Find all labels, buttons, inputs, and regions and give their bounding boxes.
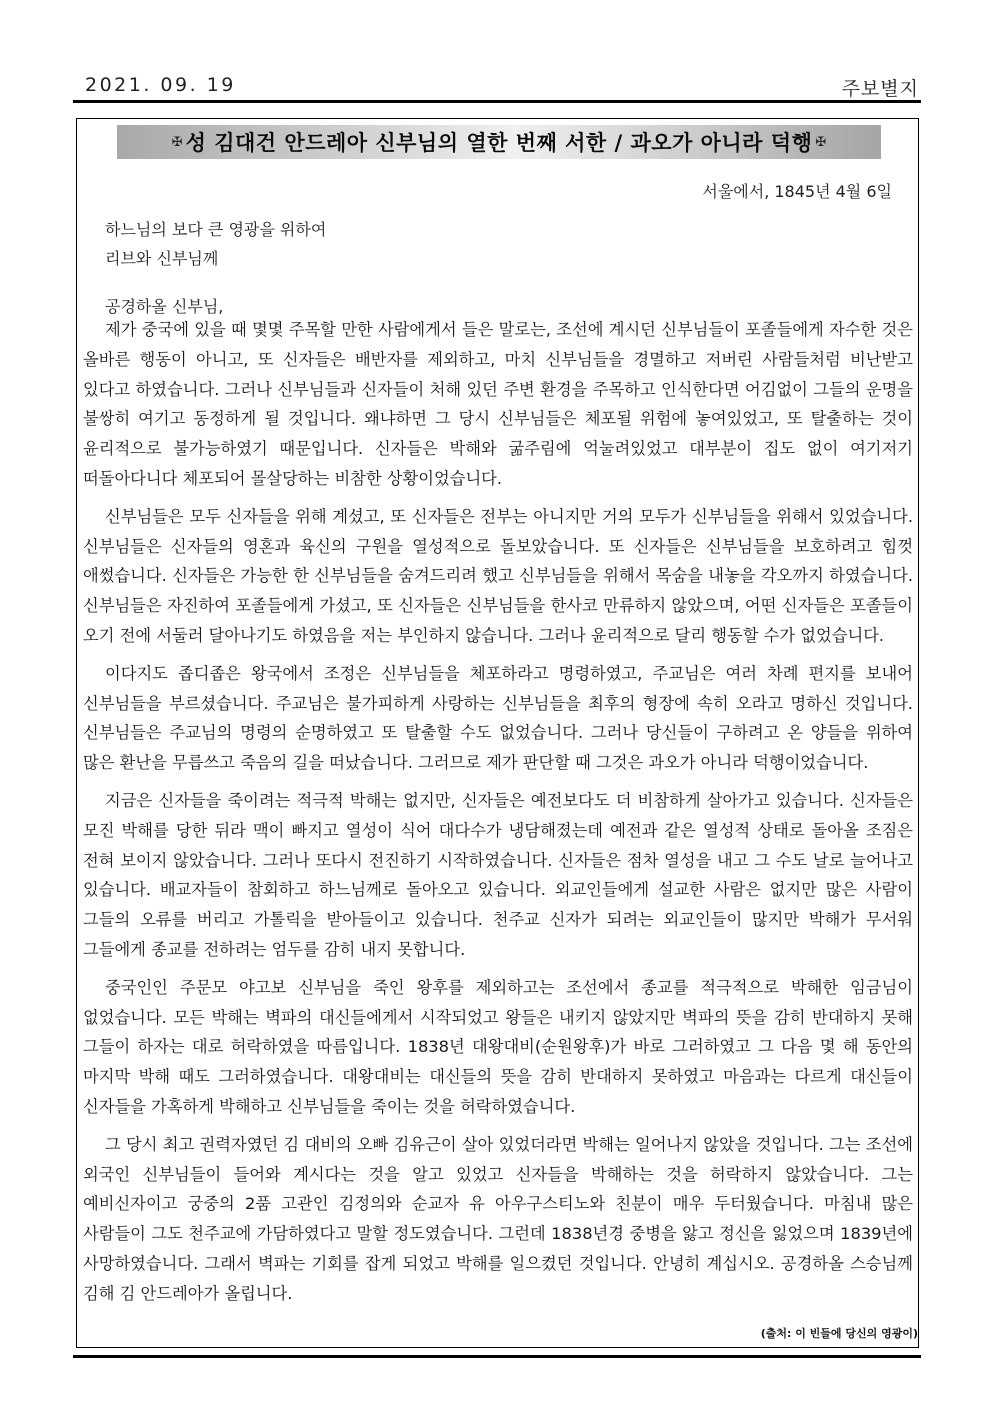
paragraph: 지금은 신자들을 죽이려는 적극적 박해는 없지만, 신자들은 예전보다도 더 비참하게 살아가고 있습니다. 신자들은 모진 박해를 당한 뒤라 맥이 빠지고 열성이 식어 대다수가 냉담해졌는데 예전과 같은 열성적 상태로 돌아올 조짐은 전혀 보이지 않았습니다. 그러나 또다시 전진하기 시작하였습니다. 신자들은 점차 열성을 내고 그 수도 날로 늘어나고 있습니다. 배교자들이 참회하고 하느님께로 돌아오고 있습니다. 외교인들에게 설교한 사람은 없지만 많은 사람이 그들의 오류를 버리고 가톨릭을 받아들이고 있습니다. 천주교 신자가 되려는 외교인들이 많지만 박해가 무서워 그들에게 종교를 전하려는 엄두를 감히 내지 못합니다. <box>83 790 913 959</box>
letter-recipient: 리브와 신부님께 <box>105 249 219 268</box>
paragraph: 그 당시 최고 권력자였던 김 대비의 오빠 김유근이 살아 있었더라면 박해는 일어나지 않았을 것입니다. 그는 조선에 외국인 신부님들이 들어와 계시다는 것을 알고 있었고 신자들을 박해하는 것을 허락하지 않았습니다. 그는 예비신자이고 궁중의 2품 고관인 김정의와 순교자 유 아우구스티노와 친분이 매우 두터웠습니다. 마침내 많은 사람들이 그도 천주교에 가담하였다고 말할 정도였습니다. 그런데 1838년경 중병을 앓고 정신을 잃었으며 1839년에 사망하였습니다. 그래서 벽파는 기회를 잡게 되었고 박해를 일으켰던 것입니다. 안녕히 계십시오. 공경하올 스승님께 김해 김 안드레아가 올립니다. <box>83 1134 913 1303</box>
cross-icon: ✠ <box>815 134 827 150</box>
article-box <box>76 118 919 1348</box>
paragraph: 이다지도 좁디좁은 왕국에서 조정은 신부님들을 체포하라고 명령하였고, 주교님은 여러 차례 편지를 보내어 신부님들을 부르셨습니다. 주교님은 불가피하게 사랑하는 신부님들을 최후의 형장에 속히 오라고 명하신 것입니다. 신부님들은 주교님의 명령의 순명하였고 또 탈출할 수도 없었습니다. 그러나 당신들이 구하려고 온 양들을 위하여 많은 환난을 무릅쓰고 죽음의 길을 떠났습니다. 그러므로 제가 판단할 때 그것은 과오가 아니라 덕행이었습니다. <box>83 663 913 773</box>
source-citation: (출처: 이 빈들에 당신의 영광이) <box>760 1327 918 1340</box>
paragraph: 신부님들은 모두 신자들을 위해 계셨고, 또 신자들은 전부는 아니지만 거의 모두가 신부님들을 위해서 있었습니다. 신부님들은 신자들의 영혼과 육신의 구원을 열성적으로 돌보았습니다. 또 신자들은 신부님들을 보호하려고 힘껏 애썼습니다. 신자들은 가능한 한 신부님들을 숨겨드리려 했고 신부님들을 위해서 목숨을 내놓을 각오까지 하였습니다. 신부님들은 자진하여 포졸들에게 가셨고, 또 신자들은 신부님들을 한사코 만류하지 않았으며, 어떤 신자들은 포졸들이 오기 전에 서둘러 달아나기도 하였음을 저는 부인하지 않습니다. 그러나 윤리적으로 달리 행동할 수가 없었습니다. <box>83 506 913 645</box>
letter-body <box>83 315 913 1317</box>
page-header <box>73 72 921 102</box>
paragraph: 제가 중국에 있을 때 몇몇 주목할 만한 사람에게서 들은 말로는, 조선에 계시던 신부님들이 포졸들에게 자수한 것은 올바른 행동이 아니고, 또 신자들은 배반자를 제외하고, 마치 신부님들을 경멸하고 저버린 사람들처럼 비난받고 있다고 하였습니다. 그러나 신부님들과 신자들이 처해 있던 주변 환경을 주목하고 인식한다면 어김없이 그들의 운명을 불쌍히 여기고 동정하게 될 것입니다. 왜냐하면 그 당시 신부님들은 체포될 위험에 놓여있었고, 또 탈출하는 것이 윤리적으로 불가능하였기 때문입니다. 신자들은 박해와 굶주림에 억눌려있었고 대부분이 집도 없이 여기저기 떠돌아다니다 체포되어 몰살당하는 비참한 상황이었습니다. <box>83 320 913 488</box>
footer-divider <box>73 1355 921 1358</box>
bulletin-date: 2021. 09. 19 <box>85 74 236 96</box>
letter-greeting: 공경하올 신부님, <box>105 297 224 316</box>
paragraph: 중국인인 주문모 야고보 신부님을 죽인 왕후를 제외하고는 조선에서 종교를 적극적으로 박해한 임금님이 없었습니다. 모든 박해는 벽파의 대신들에게서 시작되었고 왕들은 내키지 않았지만 벽파의 뜻을 감히 반대하지 못해 그들이 하자는 대로 허락하였을 따름입니다. 1838년 대왕대비(순원왕후)가 바로 그러하였고 그 다음 몇 해 동안의 마지막 박해 때도 그러하였습니다. 대왕대비는 대신들의 뜻을 감히 반대하지 못하였고 마음과는 다르게 대신들이 신자들을 가혹하게 박해하고 신부님들을 죽이는 것을 허락하였습니다. <box>83 977 913 1116</box>
letter-dateline: 서울에서, 1845년 4월 6일 <box>702 182 892 201</box>
article-title: 성 김대건 안드레아 신부님의 열한 번째 서한 / 과오가 아니라 덕행 <box>185 131 813 155</box>
header-divider <box>73 100 921 103</box>
title-banner <box>117 125 881 159</box>
cross-icon: ✠ <box>171 134 183 150</box>
letter-invocation: 하느님의 보다 큰 영광을 위하여 <box>105 220 327 239</box>
bulletin-label: 주보별지 <box>841 78 919 100</box>
